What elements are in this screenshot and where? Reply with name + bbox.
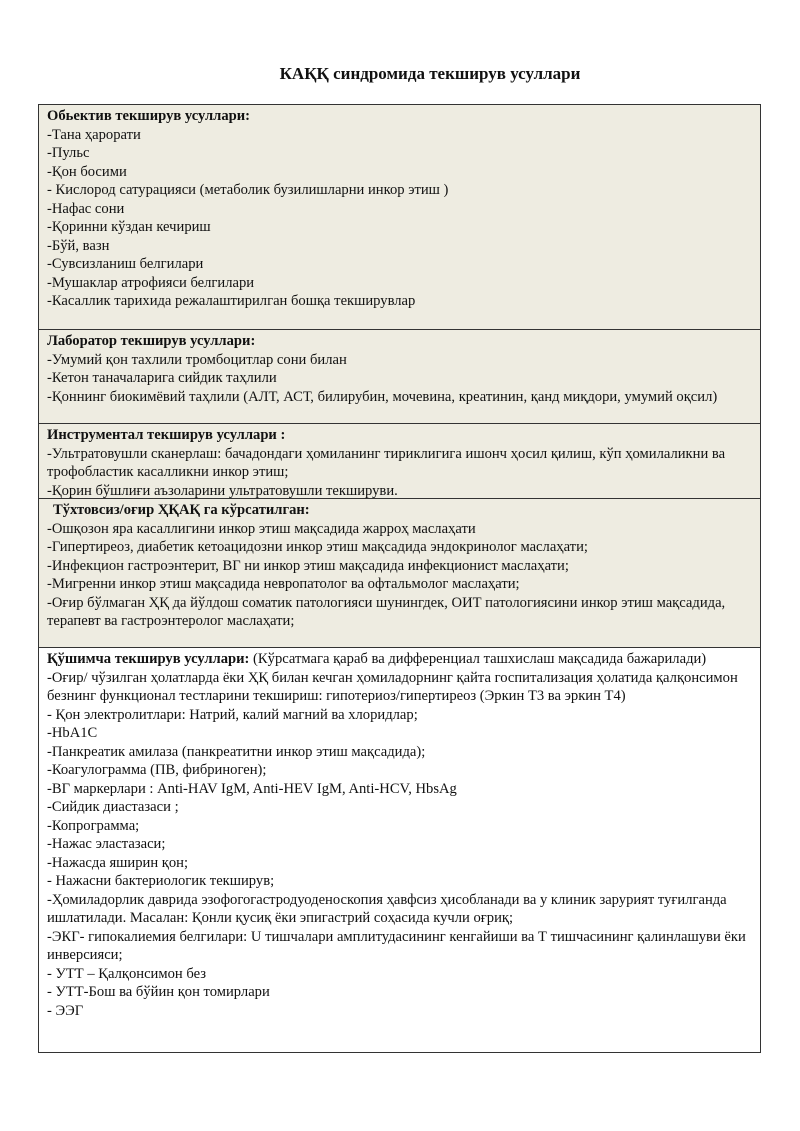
list-item: -Нафас сони xyxy=(47,200,125,217)
section-heading: Инструментал текширув усуллари : xyxy=(47,427,286,443)
list-item: -Қоннинг биокимёвий таҳлили (АЛТ, АСТ, билирубин, мочевина, креатинин, қанд миқдори, умумий оқсил) xyxy=(47,388,718,405)
list-item: -Пульс xyxy=(47,145,90,161)
list-item: - Кислород сатурацияси (метаболик бузилишларни инкор этиш ) xyxy=(47,182,449,198)
list-item: - Қон электролитлари: Натрий, калий магний ва хлоридлар; xyxy=(47,706,418,723)
list-item: -Кетон таначаларига сийдик таҳлили xyxy=(47,370,277,386)
section-objective xyxy=(39,105,760,329)
list-item: -Касаллик тарихида режалаштирилган бошқа текширувлар xyxy=(47,293,416,309)
section-heading: Лаборатор текширув усуллари: xyxy=(47,333,256,349)
list-item: -Оғир/ чўзилган ҳолатларда ёки ҲҚ билан кечган ҳомиладорнинг қайта госпитализация ҳолатида қалқонсимон безнинг функционал тестларини текшириш: гипотериоз/гипертиреоз (Эркин Т3 ва эркин Т4) xyxy=(47,669,738,704)
list-item: -Сувсизланиш белгилари xyxy=(47,256,204,272)
list-item: -Қон босими xyxy=(47,163,127,180)
list-item: -ВГ маркерлари : Anti-HAV IgM, Anti-HEV IgM, Anti-HCV, HbsAg xyxy=(47,780,457,797)
section-additional xyxy=(39,647,760,1052)
list-item: -Бўй, вазн xyxy=(47,237,110,254)
methods-table xyxy=(38,104,761,1053)
section-instrumental xyxy=(39,423,760,498)
list-item: -Нажасда яширин қон; xyxy=(47,854,189,871)
list-item: -Қоринни кўздан кечириш xyxy=(47,219,211,235)
list-item: - ЭЭГ xyxy=(47,1002,84,1019)
list-item: -Тана ҳарорати xyxy=(47,126,141,143)
section-heading: Қўшимча текширув усуллари: xyxy=(47,651,250,667)
list-item: -Ошқозон яра касаллигини инкор этиш мақсадида жарроҳ маслаҳати xyxy=(47,520,476,537)
section-heading-row xyxy=(47,650,752,669)
section-heading: Тўхтовсиз/оғир ҲҚАҚ га кўрсатилган: xyxy=(53,502,310,518)
list-item: -Гипертиреоз, диабетик кетоацидозни инкор этиш мақсадида эндокринолог маслаҳати; xyxy=(47,539,588,555)
list-item: -Нажас эластазаси; xyxy=(47,836,166,852)
list-item: -Қорин бўшлиғи аъзоларини ультратовушли текшируви. xyxy=(47,482,398,499)
section-severe-hg xyxy=(39,498,760,647)
document-title: КАҚҚ синдромида текширув усуллари xyxy=(279,64,581,83)
list-item: -Оғир бўлмаган ҲҚ да йўлдош соматик патологияси шунингдек, ОИТ патологиясини инкор этиш мақсадида, терапевт ва гастроэнтеролог маслаҳати; xyxy=(47,594,726,629)
list-item: -Умумий қон тахлили тромбоцитлар сони билан xyxy=(47,351,347,368)
list-item: -Инфекцион гастроэнтерит, ВГ ни инкор этиш мақсадида инфекционист маслаҳати; xyxy=(47,557,569,574)
list-item: - УТТ-Бош ва бўйин қон томирлари xyxy=(47,984,270,1000)
list-item: - УТТ – Қалқонсимон без xyxy=(47,965,207,982)
section-laboratory xyxy=(39,329,760,423)
list-item: -Ультратовушли сканерлаш: бачадондаги ҳомиланинг тириклигига ишонч ҳосил қилиш, кўп ҳомилаликни ва трофобластик касалликни инкор этиш; xyxy=(47,445,726,480)
list-item: -ЭКГ- гипокалиемия белгилари: U тишчалари амплитудасининг кенгайиши ва Т тишчасининг қалинлашуви ёки инверсияси; xyxy=(47,928,746,963)
list-item: -Коагулограмма (ПВ, фибриноген); xyxy=(47,762,267,778)
list-item: -Сийдик диастазаси ; xyxy=(47,799,179,815)
section-heading-note: (Кўрсатмага қараб ва дифференциал ташхислаш мақсадида бажарилади) xyxy=(253,651,707,667)
list-item: -Мигренни инкор этиш мақсадида невропатолог ва офтальмолог маслаҳати; xyxy=(47,576,520,592)
list-item: -Копрограмма; xyxy=(47,817,140,834)
list-item: -Мушаклар атрофияси белгилари xyxy=(47,274,255,291)
list-item: - Нажасни бактериологик текширув; xyxy=(47,873,275,889)
list-item: -HbA1C xyxy=(47,725,98,741)
list-item: -Панкреатик амилаза (панкреатитни инкор этиш мақсадида); xyxy=(47,743,426,760)
list-item: -Ҳомиладорлик даврида эзофогогастродуоденоскопия ҳавфсиз ҳисобланади ва у клиник зарурият туғилганда ишлатилади. Масалан: Қонли қусиқ ёки эпигастрий соҳасида кучли оғриқ; xyxy=(47,891,727,926)
section-heading: Обьектив текширув усуллари: xyxy=(47,108,251,124)
